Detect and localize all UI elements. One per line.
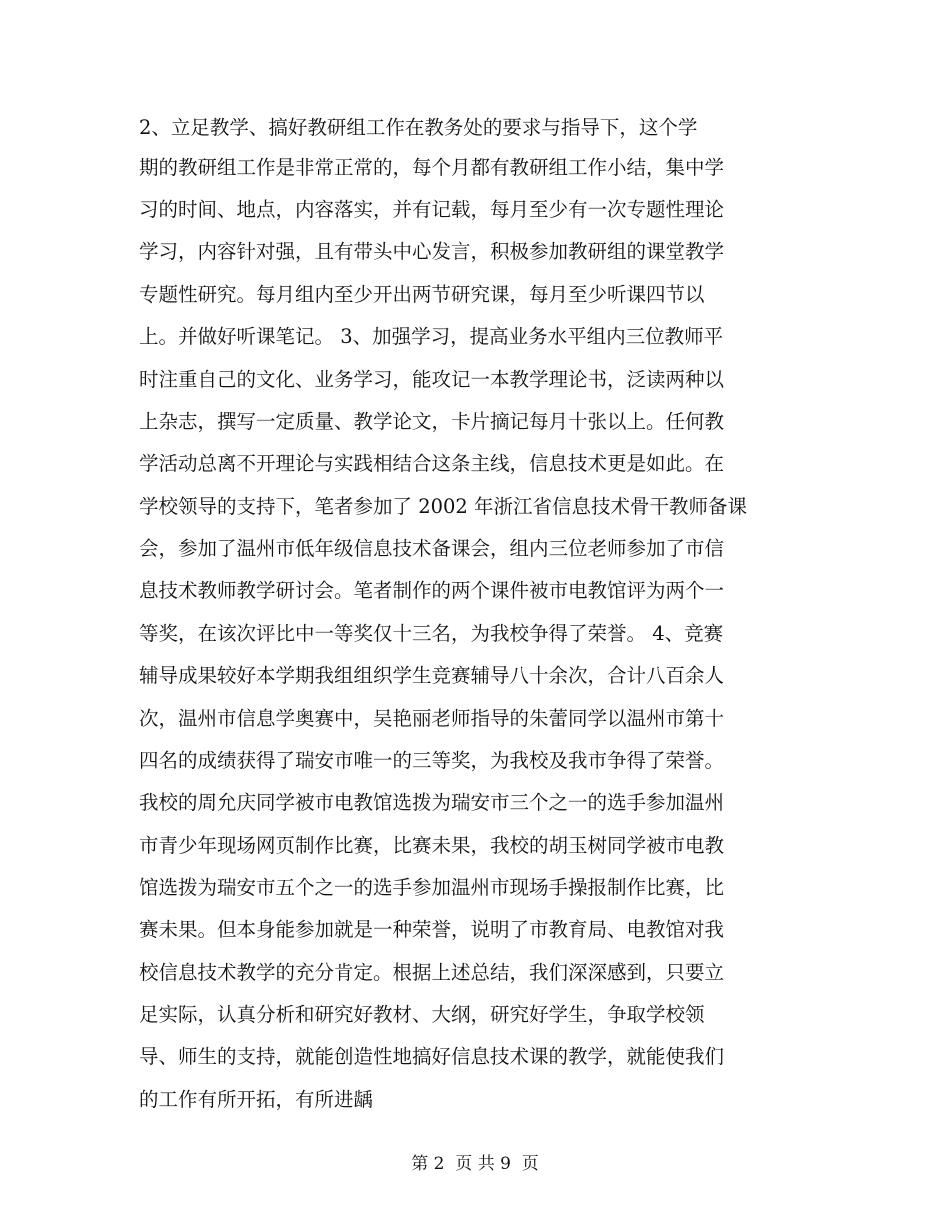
text-line: 次，温州市信息学奥赛中，吴艳丽老师指导的朱蕾同学以温州市第十 (139, 707, 725, 730)
text-line: 时注重自己的文化、业务学习，能攻记一本教学理论书，泛读两种以 (139, 368, 725, 391)
text-line: 上杂志，撰写一定质量、教学论文，卡片摘记每月十张以上。任何教 (139, 410, 725, 433)
text-line: 上。并做好听课笔记。 3、加强学习，提高业务水平组内三位教师平 (139, 325, 724, 348)
text-line: 校信息技术教学的充分肯定。根据上述总结，我们深深感到，只要立 (139, 961, 725, 984)
text-line: 四名的成绩获得了瑞安市唯一的三等奖，为我校及我市争得了荣誉。 (139, 749, 725, 772)
text-line: 学活动总离不开理论与实践相结合这条主线，信息技术更是如此。在 (139, 452, 725, 475)
text-line: 赛未果。但本身能参加就是一种荣誉，说明了市教育局、电教馆对我 (139, 918, 725, 941)
text-line: 会，参加了温州市低年级信息技术备课会，组内三位老师参加了市信 (139, 537, 725, 560)
text-line: 市青少年现场网页制作比赛，比赛未果，我校的胡玉树同学被市电教 (139, 834, 725, 857)
text-line: 期的教研组工作是非常正常的，每个月都有教研组工作小结，集中学 (139, 156, 725, 179)
text-line: 专题性研究。每月组内至少开出两节研究课，每月至少听课四节以 (139, 283, 705, 306)
page-number-footer: 第 2 页 共 9 页 (411, 1154, 539, 1174)
text-line: 学习，内容针对强，且有带头中心发言，积极参加教研组的课堂教学 (139, 240, 725, 263)
text-line: 等奖，在该次评比中一等奖仅十三名，为我校争得了荣誉。 4、竞赛 (139, 622, 724, 645)
text-line: 辅导成果较好本学期我组组织学生竞赛辅导八十余次，合计八百余人 (139, 664, 725, 687)
text-line: 学校领导的支持下，笔者参加了 2002 年浙江省信息技术骨干教师备课 (139, 495, 748, 518)
text-line: 息技术教师教学研讨会。笔者制作的两个课件被市电教馆评为两个一 (139, 579, 725, 602)
text-line: 足实际，认真分析和研究好教材、大纲，研究好学生，争取学校领 (139, 1003, 705, 1026)
text-line: 的工作有所开拓，有所进龋 (139, 1088, 374, 1111)
text-line: 2、立足教学、搞好教研组工作在教务处的要求与指导下，这个学 (139, 116, 698, 139)
text-line: 我校的周允庆同学被市电教馆选拨为瑞安市三个之一的选手参加温州 (139, 791, 725, 814)
text-line: 习的时间、地点，内容落实，并有记载，每月至少有一次专题性理论 (139, 198, 725, 221)
text-line: 馆选拨为瑞安市五个之一的选手参加温州市现场手操报制作比赛，比 (139, 876, 725, 899)
text-line: 导、师生的支持，就能创造性地搞好信息技术课的教学，就能使我们 (139, 1045, 725, 1068)
